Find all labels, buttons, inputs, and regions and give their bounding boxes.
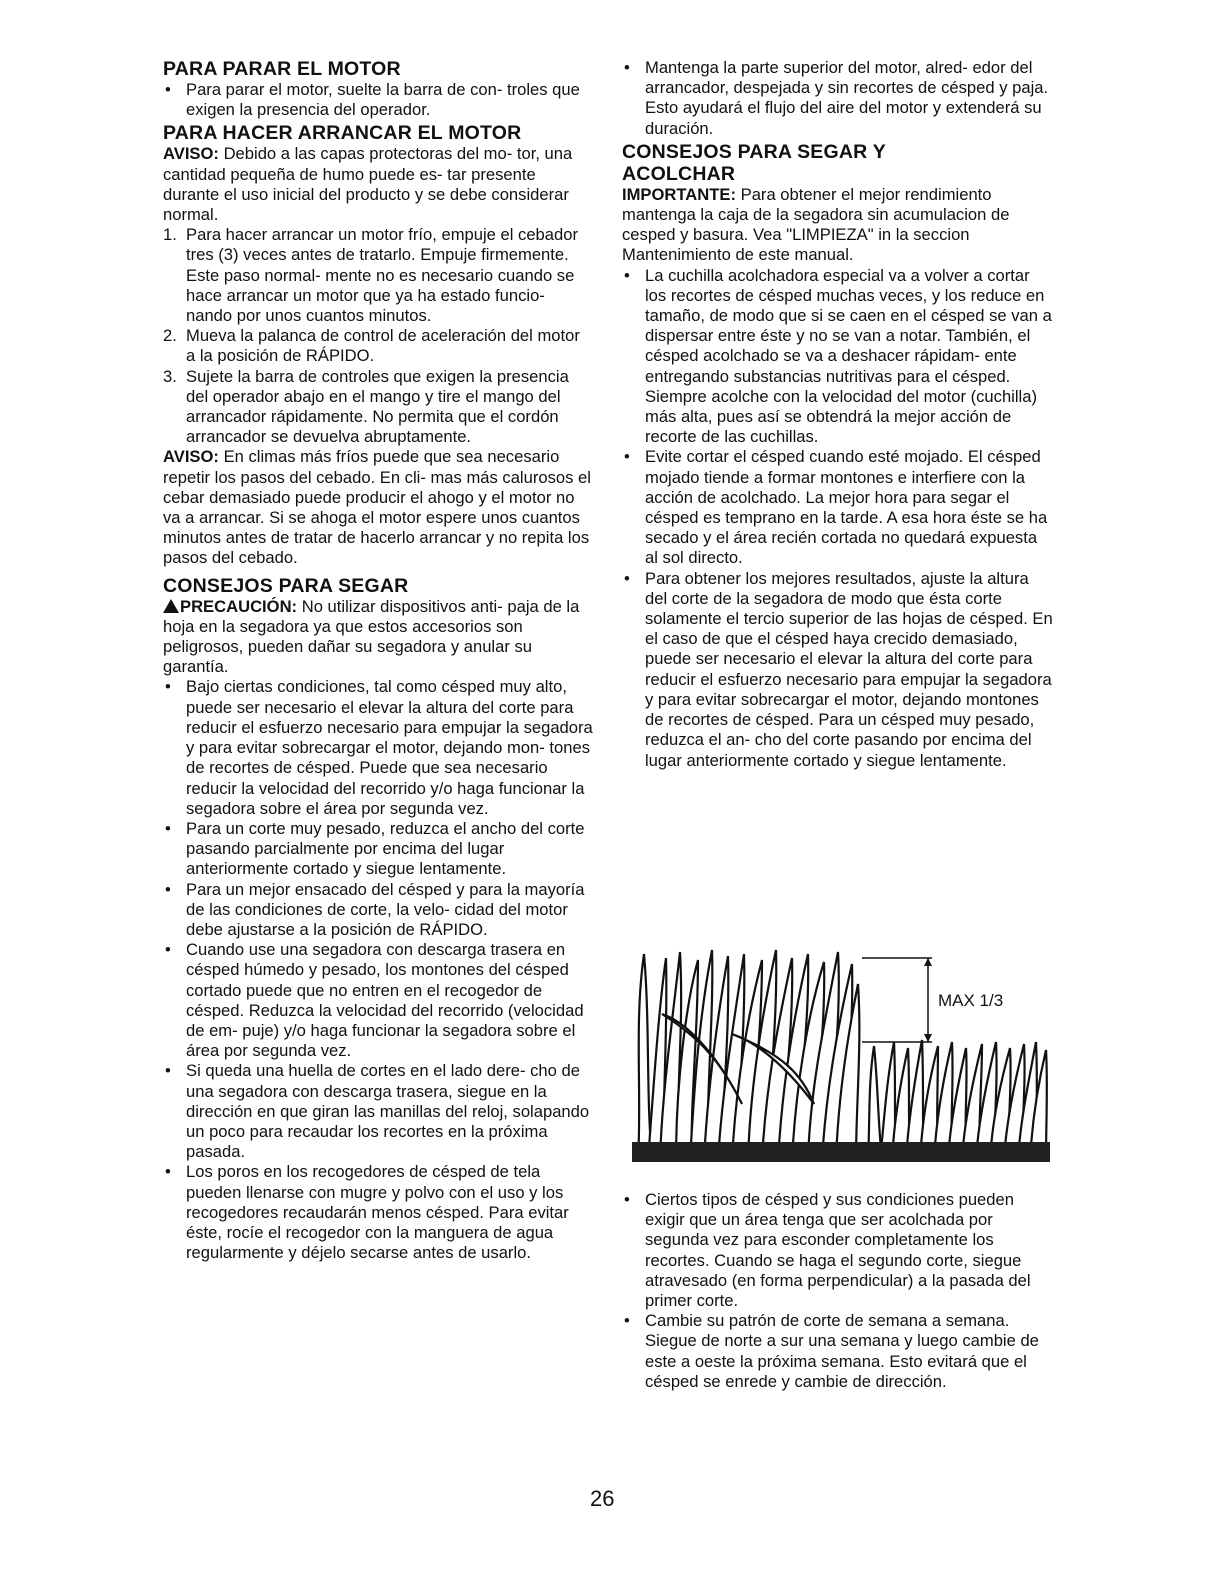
bullet-icon: • [165, 80, 171, 99]
stop-engine-title: PARA PARAR EL MOTOR [163, 58, 401, 80]
list-item: • Ciertos tipos de césped y sus condiciones pueden exigir que un área tenga que ser acolchada por segunda vez para esconder completamente los recortes. Cuando se haga el segundo corte, siegue atravesado (en forma perpendicular) a la pasada del primer corte. [624, 1190, 1031, 1311]
list-item: 2. Mueva la palanca de control de aceleración del motor a la posición de RÁPIDO. [163, 326, 580, 366]
list-item: 1. Para hacer arrancar un motor frío, empuje el cebador tres (3) veces antes de tratarlo. Empuje firmemente. Este paso normal- mente no es necesario cuando se hace arrancar un motor que ya ha estado funcio- nando por unos cuantos minutos. [163, 225, 578, 326]
list-item: • Para obtener los mejores resultados, ajuste la altura del corte de la segadora de modo que ésta corte solamente el tercio superior de las hojas de césped. En el caso de que el césped haya crecido demasiado, puede ser necesario el elevar la altura del corte para reducir el esfuerzo necesario para empujar la segadora y para evitar sobrecargar el motor, dejando montones de recortes de césped. Para un césped muy pesado, reduzca el an- cho del corte pasando por encima del lugar anteriormente cortado y siegue lentamente. [624, 568, 1053, 770]
list-item: • Mantenga la parte superior del motor, alred- edor del arrancador, despejada y sin recortes de césped y paja. Esto ayudará el flujo del aire del motor y extenderá su duración. [624, 58, 1049, 138]
list-item: • Evite cortar el césped cuando esté mojado. El césped mojado tiende a formar montones e interfiere con la acción de acolchado. La mejor hora para segar el césped es temprano en la tarde. A esa hora éste se ha secado y el área recién cortada no quedará expuesta al sol directo. [624, 447, 1048, 568]
mowing-tips-list [163, 677, 593, 1263]
start-steps-list [163, 225, 593, 447]
caution-notice: PRECAUCIÓN: No utilizar dispositivos anti- paja de la hoja en la segadora ya que estos accesorios son peligrosos, pueden dañar su segadora y anular su garantía. [163, 596, 580, 677]
left-column [163, 58, 593, 1263]
bullet-icon: • [624, 265, 630, 285]
bullet-icon: • [165, 1162, 171, 1182]
bullet-icon: • [165, 677, 171, 697]
bullet-icon: • [624, 1190, 630, 1209]
list-item: • Cuando use una segadora con descarga trasera en césped húmedo y pesado, los montones del césped cortado puede que no entren en el recogedor de césped. Reduzca la velocidad del recorrido (velocidad de em- puje) y/o haga funcionar la segadora sobre el área por segunda vez. [165, 940, 584, 1061]
bullet-icon: • [624, 447, 630, 467]
right-column [622, 58, 1054, 771]
list-item: • Para un corte muy pesado, reduzca el ancho del corte pasando parcialmente por encima del lugar anteriormente cortado y siegue lentamente. [165, 818, 585, 879]
bullet-icon: • [165, 940, 171, 960]
list-item: • Bajo ciertas condiciones, tal como césped muy alto, puede ser necesario el elevar la altura del corte para reducir el esfuerzo necesario para empujar la segadora y para evitar sobrecargar el motor, dejando mon- tones de recortes de césped. Puede que sea necesario reducir la velocidad del recorrido y/o haga funcionar la segadora sobre el área por segunda vez. [165, 677, 593, 818]
bullet-icon: • [624, 58, 630, 77]
list-item: • Si queda una huella de cortes en el lado dere- cho de una segadora con descarga trasera, siegue en la dirección en que giran las manillas del reloj, solapando un poco para recaudar los recortes en la próxima pasada. [165, 1061, 590, 1162]
bullet-icon: • [165, 818, 171, 838]
start-notice: AVISO: Debido a las capas protectoras del mo- tor, una cantidad pequeña de humo puede es- tar presente durante el uso inicial del producto y se debe considerar normal. [163, 144, 573, 225]
stop-engine-list [163, 80, 593, 120]
bullet-icon: • [165, 1061, 171, 1081]
grass-height-figure [632, 944, 1050, 1166]
mulch-tips-title: CONSEJOS PARA SEGAR Y ACOLCHAR [622, 140, 886, 185]
page-number: 26 [590, 1486, 615, 1511]
mowing-tips-title: CONSEJOS PARA SEGAR [163, 574, 409, 597]
warning-icon [163, 599, 179, 613]
important-notice: IMPORTANTE: Para obtener el mejor rendimiento mantenga la caja de la segadora sin acumulacion de cesped y basura. Vea "LIMPIEZA" in la seccion Mantenimiento de este manual. [622, 184, 1010, 265]
extra-mulch-tips-list [622, 1190, 1054, 1392]
cold-climate-notice: AVISO: En climas más fríos puede que sea necesario repetir los pasos del cebado. En cli- mas más calurosos el cebar demasiado puede producir el ahogo y el motor no va a arrancar. Si se ahoga el motor espere unos cuantos minutos antes de tratar de hacerlo arrancar y no repita los pasos del cebado. [163, 447, 591, 568]
list-item: • Los poros en los recogedores de césped de tela pueden llenarse con mugre y polvo con el uso y los recogedores recaudarán menos césped. Para evitar éste, rocíe el recogedor con la manguera de agua regularmente y déjelo secarse antes de usarlo. [165, 1162, 569, 1263]
start-engine-title: PARA HACER ARRANCAR EL MOTOR [163, 122, 522, 145]
mulch-tips-list [622, 266, 1054, 771]
bullet-icon: • [624, 1311, 630, 1331]
right-column-bottom [622, 1190, 1054, 1392]
list-item: • Para un mejor ensacado del césped y para la mayoría de las condiciones de corte, la velo- cidad del motor debe ajustarse a la posición de RÁPIDO. [165, 879, 585, 939]
bullet-icon: • [165, 879, 171, 899]
grass-illustration [632, 944, 1050, 1166]
bullet-icon: • [624, 568, 630, 588]
list-item: 3. Sujete la barra de controles que exigen la presencia del operador abajo en el mango y tire el mango del arrancador rápidamente. No permita que el cordón arrancador se devuelva abruptamente. [163, 366, 569, 447]
max-height-label: MAX 1/3 [938, 991, 1004, 1010]
list-item: • La cuchilla acolchadora especial va a volver a cortar los recortes de césped muchas veces, y los reduce en tamaño, de modo que si se caen en el césped se van a dispersar entre éste y no se van a notar. También, el césped acolchado se va a deshacer rápidam- ente entregando substancias nutritivas para el césped. Siempre acolche con la velocidad del motor (cuchilla) más alta, pues así se obtendrá la mejor acción de recorte de las cuchillas. [624, 265, 1052, 447]
list-item: • Para parar el motor, suelte la barra de con- troles que exigen la presencia del operador. [165, 80, 580, 120]
arrow-up-icon [924, 958, 932, 966]
engine-clean-list [622, 58, 1054, 139]
list-item: • Cambie su patrón de corte de semana a semana. Siegue de norte a sur una semana y luego cambie de este a oeste la próxima semana. Esto evitará que el césped se enrede y cambie de dirección. [624, 1311, 1039, 1391]
arrow-down-icon [924, 1034, 932, 1042]
